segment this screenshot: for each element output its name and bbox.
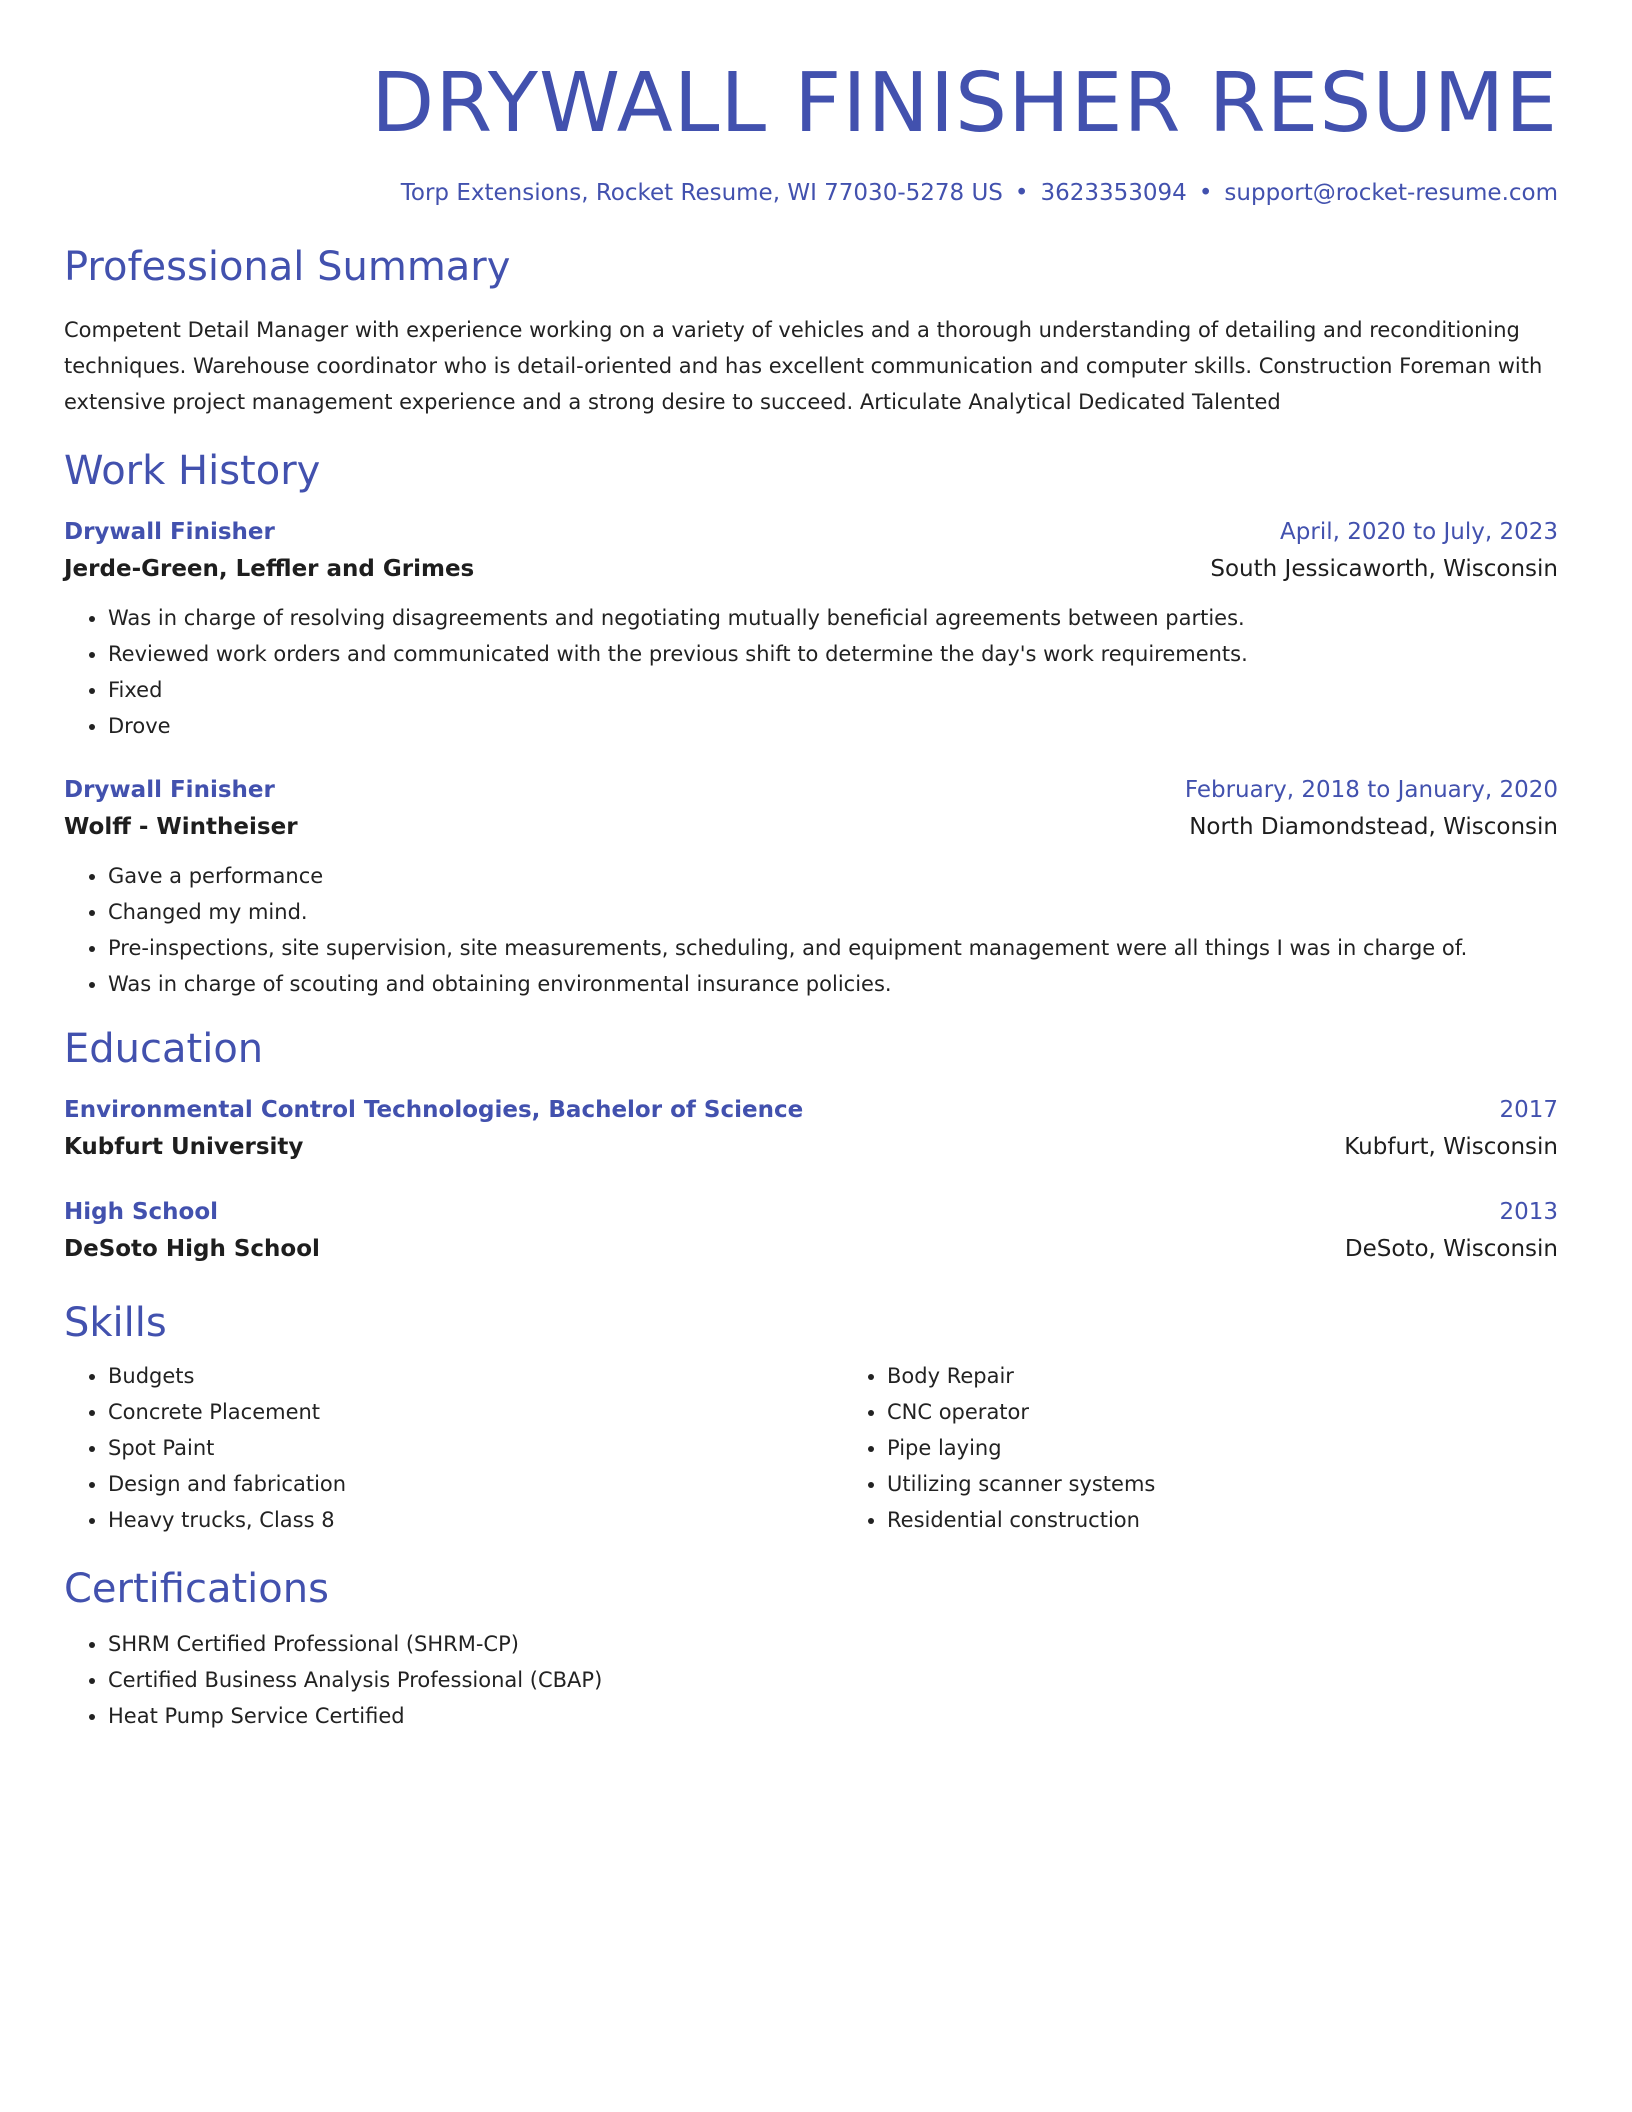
- contact-phone: 3623353094: [1040, 180, 1187, 206]
- education-degree: Environmental Control Technologies, Bachelor of Science: [64, 1097, 804, 1123]
- education-entry: [64, 1194, 1558, 1268]
- resume-title: DRYWALL FINISHER RESUME: [371, 56, 1558, 151]
- education-location: Kubfurt, Wisconsin: [1344, 1134, 1558, 1160]
- job-bullet: • Was in charge of resolving disagreements and negotiating mutually beneficial agreements between parties.: [108, 600, 1558, 636]
- skill-item: • CNC operator: [887, 1394, 1622, 1430]
- resume-page: [64, 0, 1558, 1734]
- section-title-education: Education: [64, 1026, 264, 1072]
- certification-item: • Certified Business Analysis Professional (CBAP): [108, 1662, 1558, 1698]
- contact-separator: •: [1014, 180, 1029, 206]
- certifications-list: [64, 1626, 1558, 1734]
- education-year: 2013: [1499, 1199, 1558, 1225]
- education-year: 2017: [1499, 1097, 1558, 1123]
- skills-columns: [64, 1358, 1558, 1538]
- skill-item: • Spot Paint: [108, 1430, 843, 1466]
- job-entry: [64, 772, 1558, 1002]
- job-role: Drywall Finisher: [64, 519, 275, 545]
- skills-list-right: [843, 1358, 1622, 1538]
- job-bullet: • Fixed: [108, 672, 1558, 708]
- section-title-work-history: Work History: [64, 448, 321, 494]
- job-bullet: • Drove: [108, 708, 1558, 744]
- job-location: North Diamondstead, Wisconsin: [1189, 814, 1558, 840]
- skill-item: • Design and fabrication: [108, 1466, 843, 1502]
- education-school: DeSoto High School: [64, 1236, 320, 1262]
- contact-email: support@rocket-resume.com: [1224, 180, 1558, 206]
- skill-item: • Residential construction: [887, 1502, 1622, 1538]
- job-bullets: [64, 600, 1558, 744]
- job-dates: February, 2018 to January, 2020: [1184, 777, 1558, 803]
- job-location: South Jessicaworth, Wisconsin: [1210, 556, 1558, 582]
- section-title-summary: Professional Summary: [64, 244, 511, 290]
- job-dates: April, 2020 to July, 2023: [1280, 519, 1558, 545]
- job-role: Drywall Finisher: [64, 777, 275, 803]
- skill-item: • Utilizing scanner systems: [887, 1466, 1622, 1502]
- section-title-skills: Skills: [64, 1300, 167, 1346]
- education-entry: [64, 1092, 1558, 1166]
- job-company: Jerde-Green, Leffler and Grimes: [64, 556, 475, 582]
- job-bullet: • Reviewed work orders and communicated with the previous shift to determine the day's work requirements.: [108, 636, 1558, 672]
- skills-list-left: [64, 1358, 843, 1538]
- job-bullet: • Pre-inspections, site supervision, site measurements, scheduling, and equipment management were all things I was in charge of.: [108, 930, 1558, 966]
- contact-line: [64, 180, 1558, 206]
- skill-item: • Concrete Placement: [108, 1394, 843, 1430]
- job-bullet: • Gave a performance: [108, 858, 1558, 894]
- skill-item: • Pipe laying: [887, 1430, 1622, 1466]
- job-company: Wolff - Wintheiser: [64, 814, 298, 840]
- job-entry: [64, 514, 1558, 744]
- summary-text: Competent Detail Manager with experience working on a variety of vehicles and a thorough understanding of detailing and reconditioning techniques. Warehouse coordinator who is detail-oriented and has excellent communication and computer skills. Construction Foreman with extensive project management experience and a strong desire to succeed. Articulate Analytical Dedicated Talented: [64, 318, 1543, 414]
- certification-item: • Heat Pump Service Certified: [108, 1698, 1558, 1734]
- resume-header: [64, 0, 1558, 206]
- contact-separator: •: [1198, 180, 1213, 206]
- job-bullet: • Changed my mind.: [108, 894, 1558, 930]
- skill-item: • Body Repair: [887, 1358, 1622, 1394]
- education-school: Kubfurt University: [64, 1134, 304, 1160]
- certification-item: • SHRM Certified Professional (SHRM-CP): [108, 1626, 1558, 1662]
- skill-item: • Budgets: [108, 1358, 843, 1394]
- section-title-certifications: Certifications: [64, 1566, 329, 1612]
- job-bullet: • Was in charge of scouting and obtaining environmental insurance policies.: [108, 966, 1558, 1002]
- contact-address: Torp Extensions, Rocket Resume, WI 77030-5278 US: [400, 180, 1003, 206]
- education-location: DeSoto, Wisconsin: [1344, 1236, 1558, 1262]
- skill-item: • Heavy trucks, Class 8: [108, 1502, 843, 1538]
- education-degree: High School: [64, 1199, 219, 1225]
- job-bullets: [64, 858, 1558, 1002]
